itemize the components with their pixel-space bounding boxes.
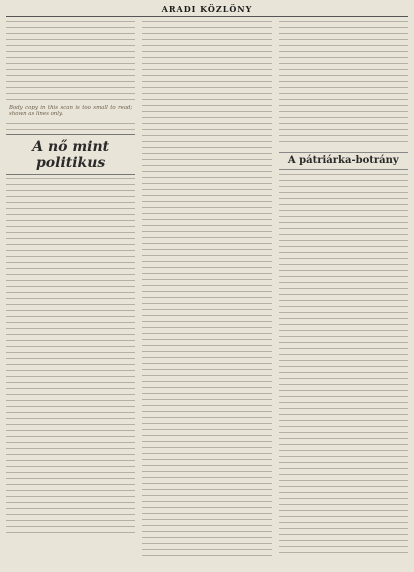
text-lines [279, 174, 408, 554]
column-1 [6, 21, 135, 567]
divider [6, 174, 135, 175]
article-head [6, 139, 135, 171]
newspaper-title: ARADI KÖZLÖNY [161, 4, 253, 14]
column-3 [279, 21, 408, 567]
text-lines [279, 21, 408, 146]
divider [6, 134, 135, 135]
column-2 [142, 21, 271, 567]
article-headline: A nő mint politikus [32, 139, 110, 171]
text-lines [6, 178, 135, 538]
text-lines [142, 21, 271, 561]
readability-note: Body copy in this scan is too small to read; shown as lines only. [6, 103, 135, 119]
article-headline: A pátriárka-botrány [279, 152, 408, 170]
columns [6, 21, 408, 567]
masthead [6, 4, 408, 17]
